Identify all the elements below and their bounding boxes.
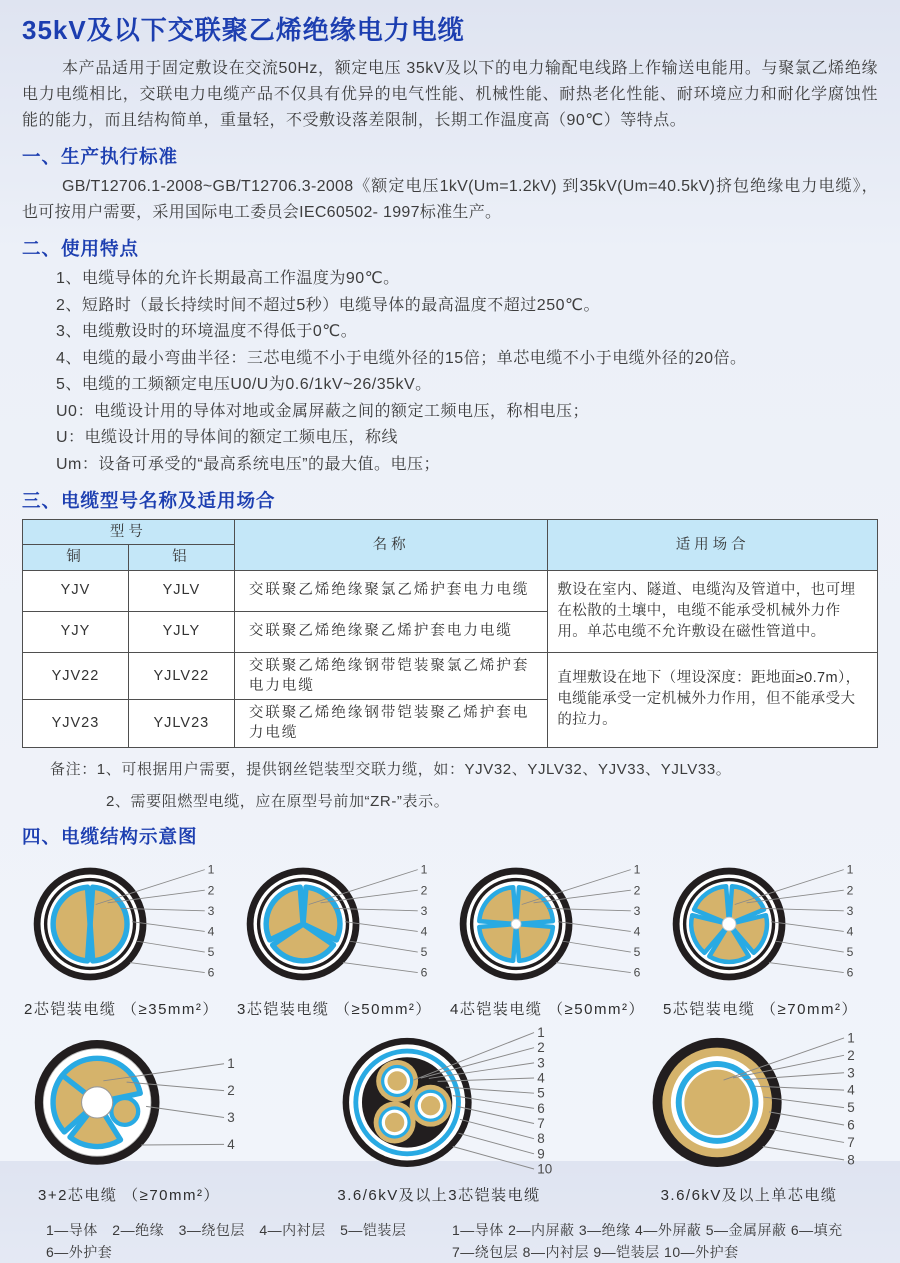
legend-line: 6—外护套 bbox=[46, 1243, 113, 1260]
col-header-aluminum: 铝 bbox=[128, 545, 234, 570]
svg-text:5: 5 bbox=[207, 944, 215, 959]
cable-cross-section-4core bbox=[450, 854, 656, 996]
cable-diagram-2core bbox=[24, 854, 237, 1019]
diagram-legend bbox=[22, 1219, 878, 1263]
svg-text:10: 10 bbox=[537, 1161, 553, 1177]
diagram-caption: 5芯铠装电缆 （≥70mm²） bbox=[663, 1000, 858, 1018]
legend-line: 1—导体 2—内屏蔽 3—绝缘 4—外屏蔽 5—金属屏蔽 6—填充 bbox=[452, 1221, 843, 1238]
cable-name: 交联聚乙烯绝缘钢带铠装聚氯乙烯护套电力电缆 bbox=[234, 652, 548, 700]
legend-line: 1—导体 2—绝缘 3—绕包层 4—内衬层 5—铠装层 bbox=[46, 1221, 407, 1238]
svg-text:2: 2 bbox=[847, 1047, 855, 1063]
svg-text:5: 5 bbox=[420, 944, 428, 959]
svg-text:1: 1 bbox=[420, 862, 428, 877]
col-header-name: 名称 bbox=[234, 520, 548, 571]
list-item: 4、电缆的最小弯曲半径：三芯电缆不小于电缆外径的15倍；单芯电缆不小于电缆外径的20倍。 bbox=[56, 349, 747, 367]
list-item: 3、电缆敷设时的环境温度不得低于0℃。 bbox=[56, 323, 358, 340]
model-copper: YJV22 bbox=[23, 652, 129, 700]
svg-text:4: 4 bbox=[847, 1082, 855, 1098]
cable-diagram-mv-3core-armored bbox=[334, 1025, 562, 1205]
cable-diagram-4core bbox=[450, 854, 663, 1019]
diagram-row-1 bbox=[22, 854, 878, 1019]
svg-text:2: 2 bbox=[420, 883, 428, 898]
svg-text:2: 2 bbox=[207, 883, 215, 898]
cable-diagram-3plus2core bbox=[24, 1025, 252, 1205]
notes-block bbox=[22, 757, 878, 814]
model-aluminum: YJLY bbox=[128, 611, 234, 652]
diagram-caption: 3芯铠装电缆 （≥50mm²） bbox=[237, 1000, 432, 1018]
cable-diagram-5core bbox=[663, 854, 876, 1019]
table-header-row bbox=[23, 520, 878, 545]
diagram-caption: 3.6/6kV及以上3芯铠装电缆 bbox=[337, 1186, 541, 1204]
cable-cross-section-3core bbox=[237, 854, 443, 996]
svg-text:5: 5 bbox=[846, 944, 854, 959]
legend-line: 7—绕包层 8—内衬层 9—铠装层 10—外护套 bbox=[452, 1243, 739, 1260]
svg-text:1: 1 bbox=[227, 1056, 235, 1072]
list-item: 5、电缆的工频额定电压U0/U为0.6/1kV~26/35kV。 bbox=[56, 376, 432, 393]
cable-name: 交联聚乙烯绝缘聚乙烯护套电力电缆 bbox=[234, 611, 548, 652]
svg-text:7: 7 bbox=[847, 1134, 855, 1150]
svg-text:3: 3 bbox=[207, 903, 215, 918]
svg-text:1: 1 bbox=[633, 862, 641, 877]
svg-text:6: 6 bbox=[847, 1117, 855, 1133]
svg-text:1: 1 bbox=[846, 862, 854, 877]
cable-name: 交联聚乙烯绝缘聚氯乙烯护套电力电缆 bbox=[234, 570, 548, 611]
svg-text:9: 9 bbox=[537, 1146, 545, 1162]
cable-cross-section-mv-3core bbox=[334, 1025, 562, 1182]
svg-text:4: 4 bbox=[227, 1136, 235, 1152]
section-heading-structure: 四、电缆结构示意图 bbox=[22, 825, 198, 847]
table-row bbox=[23, 652, 878, 700]
svg-text:8: 8 bbox=[537, 1130, 545, 1146]
section-heading-models: 三、电缆型号名称及适用场合 bbox=[22, 490, 276, 511]
cable-model-table bbox=[22, 519, 878, 748]
legend-right bbox=[452, 1219, 872, 1263]
note-line: 备注：1、可根据用户需要，提供钢丝铠装型交联力缆，如：YJV32、YJLV32、YJV33、YJLV33。 bbox=[50, 760, 732, 778]
model-copper: YJV bbox=[23, 570, 129, 611]
model-copper: YJY bbox=[23, 611, 129, 652]
section-heading-features: 二、使用特点 bbox=[22, 238, 140, 259]
svg-text:4: 4 bbox=[537, 1070, 545, 1086]
svg-text:1: 1 bbox=[207, 862, 215, 877]
intro-paragraph: 本产品适用于固定敷设在交流50Hz，额定电压 35kV及以下的电力输配电线路上作输送电能用。与聚氯乙烯绝缘电力电缆相比，交联电力电缆产品不仅具有优异的电气性能、机械性能、耐热老化性能、耐环境应力和耐化学腐蚀性能的能力，而且结构简单，重量轻，不受敷设落差限制，长期工作温度高（90℃）等特点。 bbox=[22, 60, 878, 129]
cable-cross-section-mv-single bbox=[644, 1025, 872, 1182]
cable-cross-section-3plus2 bbox=[24, 1025, 252, 1182]
svg-text:1: 1 bbox=[847, 1030, 855, 1046]
legend-left bbox=[22, 1219, 452, 1263]
application-cell: 敷设在室内、隧道、电缆沟及管道中，也可埋在松散的土壤中，电缆不能承受机械外力作用。单芯电缆不允许敷设在磁性管道中。 bbox=[548, 570, 878, 652]
svg-text:5: 5 bbox=[847, 1099, 855, 1115]
svg-text:8: 8 bbox=[847, 1152, 855, 1168]
feature-list bbox=[22, 266, 878, 478]
cable-diagram-mv-single-core bbox=[644, 1025, 872, 1205]
svg-text:6: 6 bbox=[207, 965, 215, 980]
svg-text:2: 2 bbox=[537, 1039, 545, 1055]
diagram-caption: 4芯铠装电缆 （≥50mm²） bbox=[450, 1000, 645, 1018]
col-header-application: 适用场合 bbox=[548, 520, 878, 571]
model-aluminum: YJLV bbox=[128, 570, 234, 611]
diagram-row-2 bbox=[22, 1025, 878, 1205]
list-item: 1、电缆导体的允许长期最高工作温度为90℃。 bbox=[56, 270, 400, 287]
svg-text:4: 4 bbox=[420, 924, 428, 939]
svg-text:1: 1 bbox=[537, 1024, 545, 1040]
page-title: 35kV及以下交联聚乙烯绝缘电力电缆 bbox=[22, 15, 465, 45]
svg-text:2: 2 bbox=[633, 883, 641, 898]
list-item: U：电缆设计用的导体间的额定工频电压，称线 bbox=[56, 429, 399, 446]
svg-text:2: 2 bbox=[227, 1082, 235, 1098]
svg-text:3: 3 bbox=[847, 1065, 855, 1081]
svg-text:3: 3 bbox=[633, 903, 641, 918]
svg-text:2: 2 bbox=[846, 883, 854, 898]
cable-diagram-3core bbox=[237, 854, 450, 1019]
svg-text:4: 4 bbox=[207, 924, 215, 939]
svg-text:6: 6 bbox=[846, 965, 854, 980]
table-row bbox=[23, 570, 878, 611]
svg-text:6: 6 bbox=[633, 965, 641, 980]
diagram-caption: 3+2芯电缆 （≥70mm²） bbox=[37, 1186, 220, 1204]
svg-text:3: 3 bbox=[420, 903, 428, 918]
section-heading-standards: 一、生产执行标准 bbox=[22, 146, 179, 167]
standards-paragraph: GB/T12706.1-2008~GB/T12706.3-2008《额定电压1kV(Um=1.2kV) 到35kV(Um=40.5kV)挤包绝缘电力电缆》，也可按用户需要，采用国际电工委员会IEC60502- 1997标准生产。 bbox=[22, 178, 878, 221]
model-copper: YJV23 bbox=[23, 700, 129, 748]
list-item: Um：设备可承受的“最高系统电压”的最大值。电压； bbox=[56, 455, 441, 473]
svg-text:4: 4 bbox=[633, 924, 641, 939]
svg-text:5: 5 bbox=[633, 944, 641, 959]
svg-text:3: 3 bbox=[537, 1055, 545, 1071]
cable-name: 交联聚乙烯绝缘钢带铠装聚乙烯护套电力电缆 bbox=[234, 700, 548, 748]
diagram-caption: 2芯铠装电缆 （≥35mm²） bbox=[24, 1000, 219, 1018]
col-header-model: 型号 bbox=[23, 520, 235, 545]
svg-text:3: 3 bbox=[227, 1109, 235, 1125]
svg-text:5: 5 bbox=[537, 1085, 545, 1101]
list-item: 2、短路时（最长持续时间不超过5秒）电缆导体的最高温度不超过250℃。 bbox=[56, 296, 600, 314]
model-aluminum: YJLV23 bbox=[128, 700, 234, 748]
note-line: 2、需要阻燃型电缆，应在原型号前加“ZR-”表示。 bbox=[106, 792, 450, 810]
svg-text:7: 7 bbox=[537, 1115, 545, 1131]
diagram-caption: 3.6/6kV及以上单芯电缆 bbox=[660, 1186, 838, 1204]
cable-cross-section-5core bbox=[663, 854, 869, 996]
svg-text:4: 4 bbox=[846, 924, 854, 939]
application-cell: 直埋敷设在地下（埋设深度：距地面≥0.7m），电缆能承受一定机械外力作用，但不能承受大的拉力。 bbox=[548, 652, 878, 747]
list-item: U0：电缆设计用的导体对地或金属屏蔽之间的额定工频电压，称相电压； bbox=[56, 402, 589, 420]
cable-cross-section-2core bbox=[24, 854, 230, 996]
col-header-copper: 铜 bbox=[23, 545, 129, 570]
svg-text:6: 6 bbox=[537, 1100, 545, 1116]
model-aluminum: YJLV22 bbox=[128, 652, 234, 700]
svg-text:3: 3 bbox=[846, 903, 854, 918]
svg-text:6: 6 bbox=[420, 965, 428, 980]
